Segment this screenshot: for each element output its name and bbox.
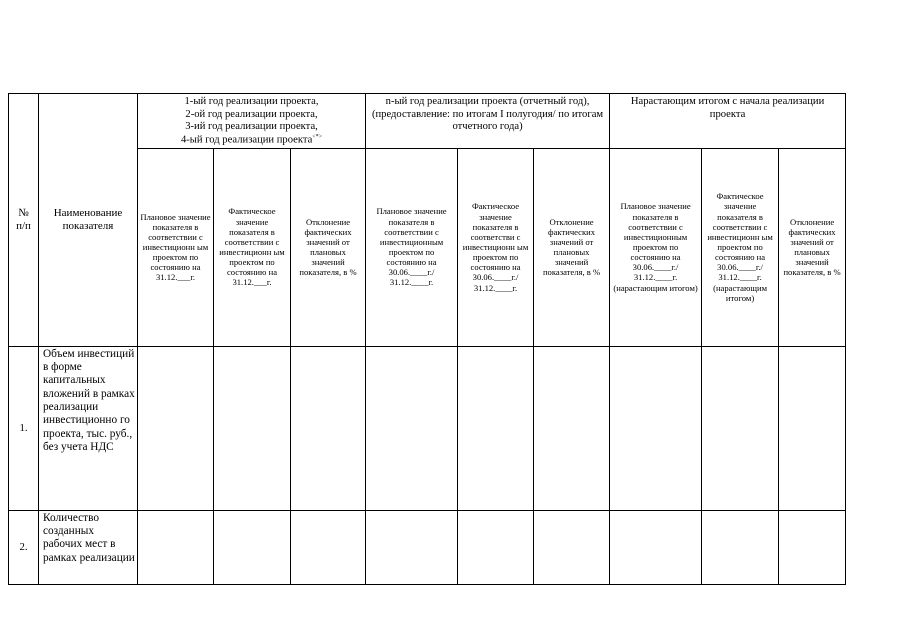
- table-cell: [534, 346, 610, 510]
- group1-line-3: 3-ий год реализации проекта,: [185, 121, 318, 132]
- header-group-reporting-year: n-ый год реализации проекта (отчетный год), (предоставление: по итогам I полугодия/ по итогам отчетного года): [366, 94, 610, 149]
- table-cell: [366, 346, 458, 510]
- header-group-yearly: [138, 94, 366, 149]
- table-cell: [291, 510, 366, 584]
- table-cell: [779, 346, 846, 510]
- table-cell: [702, 346, 779, 510]
- table-cell: [702, 510, 779, 584]
- header-indicator-name: Наименование показателя: [39, 94, 138, 347]
- table-row: [9, 346, 846, 510]
- subheader-deviation-2: Отклонение фактических значений от плановых значений показателя, в %: [534, 148, 610, 346]
- table-cell: [291, 346, 366, 510]
- footnote-mark: <*>: [312, 133, 323, 140]
- table-cell: [214, 510, 291, 584]
- row-indicator-name: Количество созданных рабочих мест в рамках реализации: [39, 510, 138, 584]
- table-cell: [214, 346, 291, 510]
- table-cell: [534, 510, 610, 584]
- subheader-fact-1: Фактическое значение показателя в соответствии с инвестиционн ым проектом по состоянию на 31.12.___г.: [214, 148, 291, 346]
- row-number: 1.: [9, 346, 39, 510]
- table-cell: [366, 510, 458, 584]
- table-cell: [610, 510, 702, 584]
- subheader-deviation-3: Отклонение фактических значений от плановых значений показателя, в %: [779, 148, 846, 346]
- subheader-plan-3: Плановое значение показателя в соответствии с инвестиционным проектом по состоянию на 30.06.____г./ 31.12.____г. (нарастающим итогом): [610, 148, 702, 346]
- table-cell: [610, 346, 702, 510]
- subheader-fact-2: Фактическое значение показателя в соответстви с инвестиционн ым проектом по состоянию на 30.06.____г./ 31.12.____г.: [458, 148, 534, 346]
- report-table: [8, 93, 846, 585]
- group1-line-1: 1-ый год реализации проекта,: [184, 96, 319, 107]
- row-number: 2.: [9, 510, 39, 584]
- table-cell: [138, 510, 214, 584]
- subheader-deviation-1: Отклонение фактических значений от плановых значений показателя, в %: [291, 148, 366, 346]
- table-row: [9, 510, 846, 584]
- subheader-plan-1: Плановое значение показателя в соответствии с инвестиционн ым проектом по состоянию на 31.12.___г.: [138, 148, 214, 346]
- header-group-cumulative: Нарастающим итогом с начала реализации проекта: [610, 94, 846, 149]
- header-row-number: № п/п: [9, 94, 39, 347]
- table-cell: [458, 346, 534, 510]
- group1-line-4: 4-ый год реализации проекта<*>: [180, 133, 323, 146]
- table-cell: [458, 510, 534, 584]
- group1-line-2: 2-ой год реализации проекта,: [185, 108, 318, 120]
- subheader-plan-2: Плановое значение показателя в соответствии с инвестиционным проектом по состоянию на 30.06.____г./ 31.12.____г.: [366, 148, 458, 346]
- table-cell: [138, 346, 214, 510]
- table-cell: [779, 510, 846, 584]
- row-indicator-name: Объем инвестиций в форме капитальных вложений в рамках реализации инвестиционно го проекта, тыс. руб., без учета НДС: [39, 346, 138, 510]
- subheader-fact-3: Фактическое значение показателя в соответствии с инвестиционн ым проектом по состоянию на 30.06.____г./ 31.12.____г. (нарастающим итогом): [702, 148, 779, 346]
